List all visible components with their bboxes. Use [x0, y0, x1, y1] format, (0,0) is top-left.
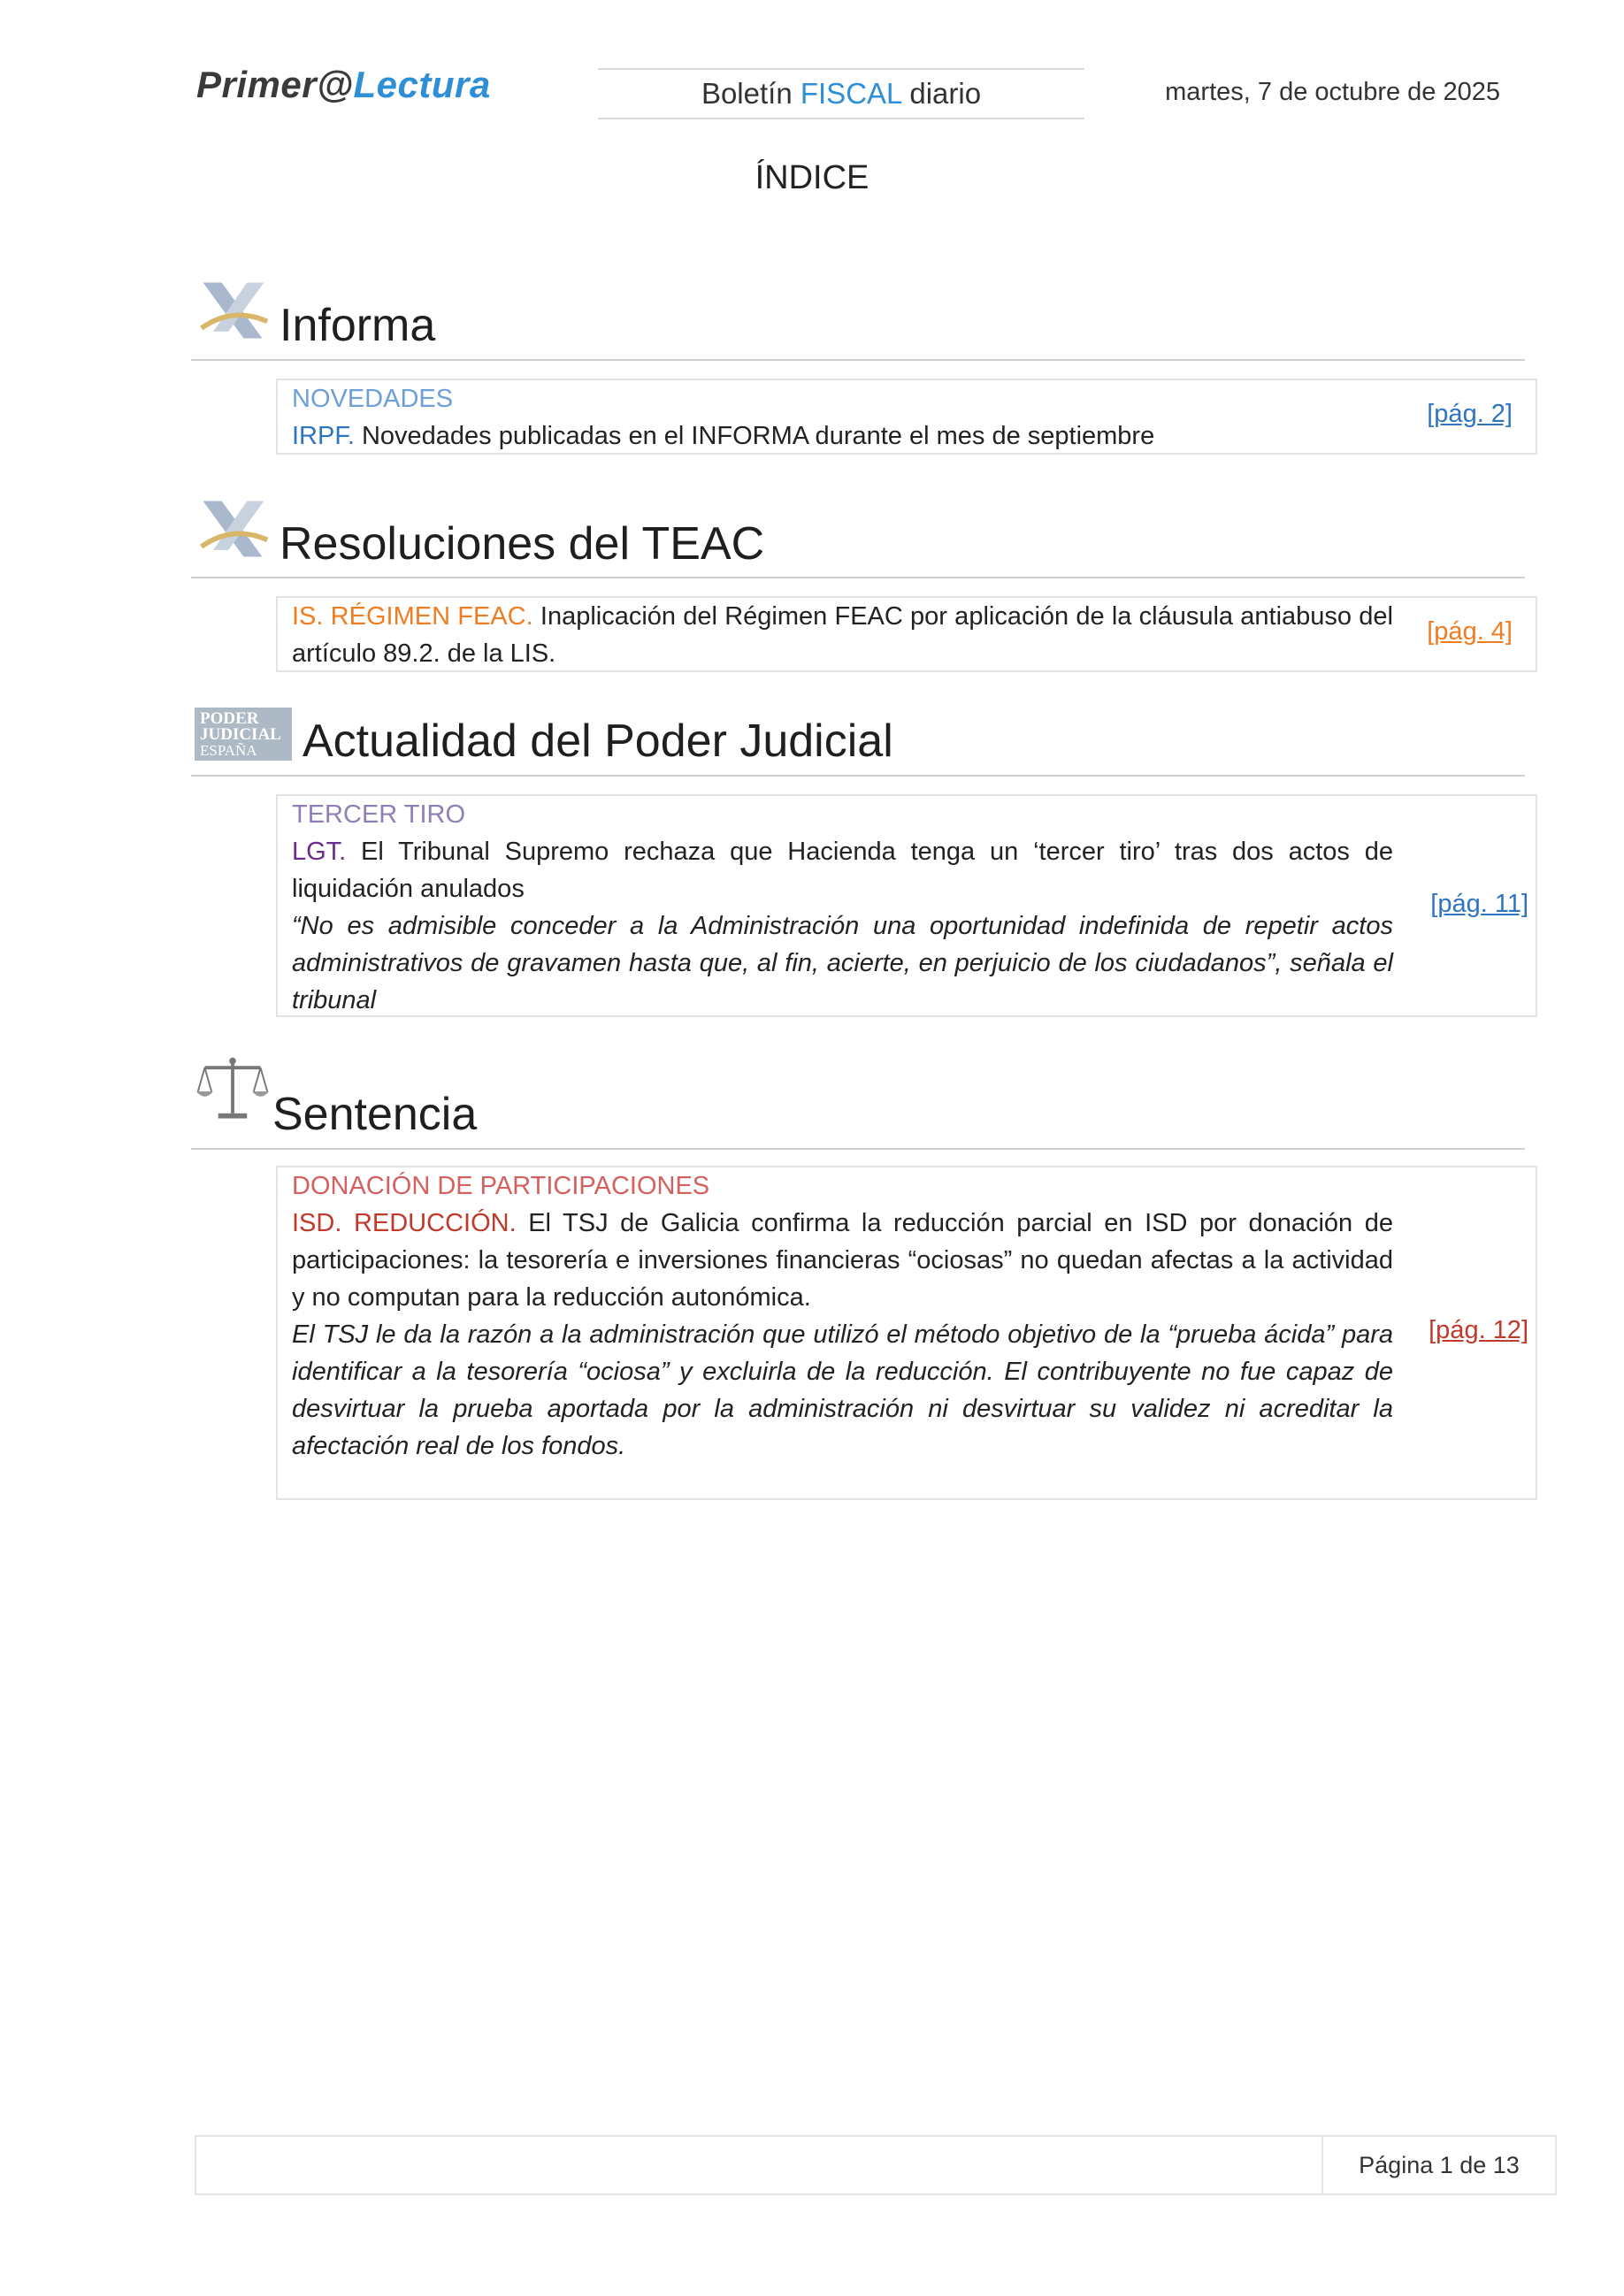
page-number: Página 1 de 13 [1321, 2137, 1555, 2193]
scales-icon [195, 1052, 271, 1129]
bulletin-title: Boletín FISCAL diario [598, 68, 1084, 119]
aeat-logo-icon [195, 491, 271, 567]
entry-text: El Tribunal Supremo rechaza que Hacienda tenga un ‘tercer tiro’ tras dos actos de liquidación anulados [292, 838, 1393, 903]
page-footer [195, 2135, 1557, 2195]
index-title: ÍNDICE [755, 159, 869, 196]
section-title-teac: Resoluciones del TEAC [280, 518, 765, 570]
entry-kicker: NOVEDADES [292, 385, 454, 413]
aeat-logo-icon [195, 272, 271, 348]
section-divider [191, 577, 1525, 578]
index-entry-informa [276, 379, 1537, 455]
primera-lectura-logo: Primer@Lectura [196, 64, 491, 105]
entry-tag: IRPF. [292, 422, 355, 450]
header-date: martes, 7 de octubre de 2025 [1165, 78, 1500, 106]
index-entry-teac [276, 596, 1537, 672]
entry-quote: “No es admisible conceder a la Administración una oportunidad indefinida de repetir actos administrativos de gravamen hasta que, al fin, acierte, en perjuicio de los ciudadanos”, señala el tribunal [292, 912, 1393, 1014]
entry-tag: ISD. REDUCCIÓN. [292, 1209, 517, 1237]
entry-text: Inaplicación del Régimen FEAC por aplicación de la cláusula antiabuso del artículo 89.2. de la LIS. [292, 602, 1393, 668]
index-entry-sentencia [276, 1166, 1537, 1500]
index-entry-poder-judicial [276, 794, 1537, 1017]
page-ref-link[interactable]: [pág. 4] [1427, 617, 1513, 646]
section-title-informa: Informa [280, 300, 436, 351]
entry-text: El TSJ de Galicia confirma la reducción parcial en ISD por donación de participaciones: la tesorería e inversiones financieras “ociosas” no quedan afectas a la actividad y no computan para la reducción autonómica. [292, 1209, 1393, 1312]
entry-kicker: TERCER TIRO [292, 800, 466, 829]
entry-quote: El TSJ le da la razón a la administración que utilizó el método objetivo de la “prueba ácida” para identificar a la tesorería “ociosa” y excluirla de la reducción. El contribuyente no fue capaz de desvirtuar la prueba aportada por la administración ni desvirtuar su validez ni acreditar la afectación real de los fondos. [292, 1320, 1393, 1460]
section-title-poder-judicial: Actualidad del Poder Judicial [303, 716, 893, 767]
entry-text: Novedades publicadas en el INFORMA durante el mes de septiembre [354, 422, 1155, 450]
entry-tag: LGT. [292, 838, 347, 866]
page-ref-link[interactable]: [pág. 12] [1429, 1316, 1528, 1344]
section-divider [191, 775, 1525, 777]
page-ref-link[interactable]: [pág. 11] [1430, 890, 1528, 918]
section-divider [191, 359, 1525, 361]
section-title-sentencia: Sentencia [272, 1089, 478, 1140]
entry-kicker: DONACIÓN DE PARTICIPACIONES [292, 1172, 710, 1200]
section-divider [191, 1148, 1525, 1150]
entry-tag: IS. RÉGIMEN FEAC. [292, 602, 533, 631]
poder-judicial-logo: PODER JUDICIAL ESPAÑA [195, 708, 292, 761]
page-ref-link[interactable]: [pág. 2] [1427, 400, 1513, 428]
